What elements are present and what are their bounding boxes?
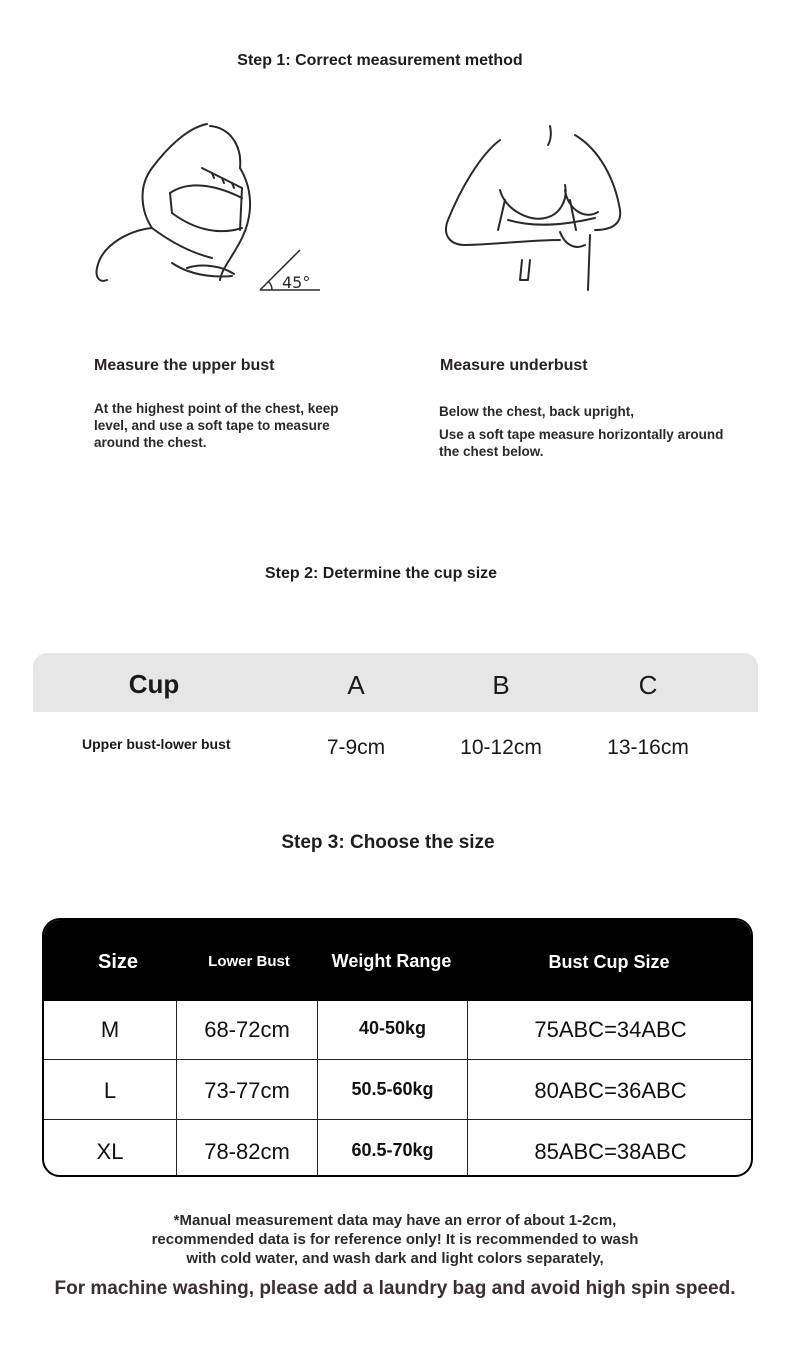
col-lower-bust: Lower Bust (208, 953, 290, 970)
table-row-weight: 40-50kg (358, 1018, 427, 1038)
underbust-line: Use a soft tape measure horizontally around (439, 427, 724, 442)
cup-row-a: 7-9cm (326, 736, 386, 759)
table-row-weight: 50.5-60kg (351, 1079, 434, 1099)
size-table (42, 918, 753, 1177)
cup-header-label: Cup (128, 669, 180, 699)
underbust-illustration (440, 120, 640, 295)
size-table-header (44, 920, 751, 1001)
table-row-size: M (100, 1017, 120, 1042)
step3-title: Step 3: Choose the size (281, 832, 495, 853)
col-weight-range: Weight Range (331, 951, 452, 971)
wash-instruction: For machine washing, please add a laundry bag and avoid high spin speed. (54, 1278, 736, 1299)
upper-bust-illustration (92, 118, 332, 298)
col-size: Size (97, 951, 139, 973)
upper-bust-line: around the chest. (94, 435, 207, 450)
table-row-lower: 78-82cm (204, 1139, 290, 1164)
underbust-instructions (439, 403, 779, 460)
step2-title: Step 2: Determine the cup size (264, 565, 498, 582)
cup-row-label: Upper bust-lower bust (82, 736, 231, 752)
table-row-weight: 60.5-70kg (351, 1140, 434, 1160)
cup-row-b: 10-12cm (460, 736, 542, 759)
upper-bust-instructions (94, 400, 394, 451)
upper-bust-line: level, and use a soft tape to measure (94, 418, 330, 433)
note-line: *Manual measurement data may have an error of about 1-2cm, (173, 1212, 617, 1229)
upper-bust-line: At the highest point of the chest, keep (94, 401, 339, 416)
cup-header-a: A (347, 670, 365, 700)
angle-label: 45° (282, 273, 311, 292)
underbust-line: Below the chest, back upright, (439, 404, 635, 419)
col-bust-cup-size: Bust Cup Size (548, 952, 670, 972)
cup-header-c: C (638, 670, 658, 700)
table-row-lower: 68-72cm (204, 1017, 290, 1042)
upper-bust-heading: Measure the upper bust (94, 357, 275, 374)
underbust-line: the chest below. (439, 444, 544, 459)
cup-row-c: 13-16cm (607, 736, 689, 759)
table-row-lower: 73-77cm (204, 1078, 290, 1103)
note-line: with cold water, and wash dark and light colors separately, (186, 1250, 604, 1267)
measurement-note (0, 1211, 790, 1268)
table-row-cup: 80ABC=36ABC (534, 1078, 687, 1103)
table-row-size: XL (96, 1139, 124, 1164)
note-line: recommended data is for reference only! It is recommended to wash (151, 1231, 639, 1248)
table-row-size: L (103, 1078, 117, 1103)
underbust-heading: Measure underbust (440, 357, 588, 374)
cup-header-b: B (492, 670, 510, 700)
table-row-cup: 85ABC=38ABC (534, 1139, 687, 1164)
step1-title: Step 1: Correct measurement method (237, 52, 523, 69)
table-row-cup: 75ABC=34ABC (534, 1017, 687, 1042)
